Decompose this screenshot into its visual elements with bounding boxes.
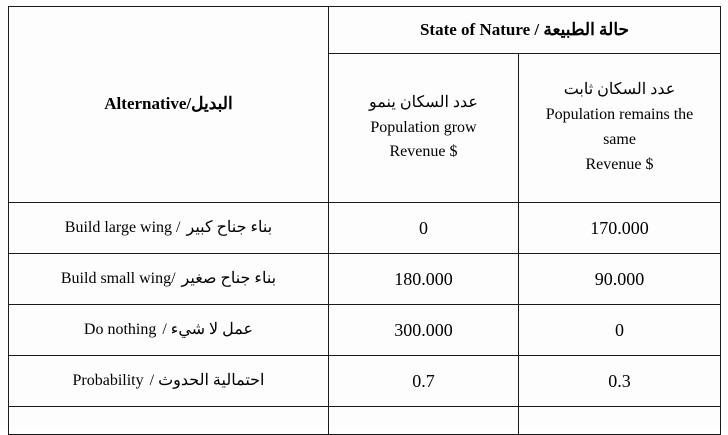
header-population-grow-arabic: عدد السكان ينمو <box>369 93 478 111</box>
row-value-grow: 180.000 <box>329 254 519 305</box>
row-label-english: Do nothing <box>83 320 157 338</box>
header-population-grow-revenue: Revenue $ <box>389 143 458 161</box>
bottom-strip-cell-alt <box>9 407 329 435</box>
row-value-grow: 0 <box>329 203 519 254</box>
row-value-same: 170.000 <box>519 203 721 254</box>
bottom-strip-cell-grow <box>329 407 519 435</box>
header-population-grow-english: Population grow <box>370 118 477 136</box>
bottom-strip-cell-same <box>519 407 721 435</box>
row-label-english: Build large wing / <box>64 218 181 236</box>
table-row <box>9 305 721 356</box>
row-label-cell <box>9 356 329 407</box>
row-label-cell <box>9 203 329 254</box>
header-alternative-cell <box>9 7 329 203</box>
row-value-grow: 0.7 <box>329 356 519 407</box>
row-label-cell <box>9 305 329 356</box>
table-header-top-row <box>9 7 721 54</box>
header-population-grow-cell <box>329 54 519 203</box>
table-bottom-strip <box>9 407 721 435</box>
row-label-arabic: بناء جناح كبير <box>186 218 273 236</box>
row-value-same: 0.3 <box>519 356 721 407</box>
table-row <box>9 356 721 407</box>
header-population-same-english: Population remains the same <box>545 106 694 148</box>
header-alternative-label: البديل/Alternative <box>104 94 233 114</box>
row-label-arabic: عمل لا شيء / <box>162 320 254 338</box>
row-value-grow: 300.000 <box>329 305 519 356</box>
header-population-same-arabic: عدد السكان ثابت <box>563 81 676 99</box>
row-label-english: Build small wing/ <box>60 269 176 287</box>
header-state-of-nature-cell <box>329 7 721 54</box>
row-label-arabic: بناء جناح صغير <box>181 269 277 287</box>
row-label-cell <box>9 254 329 305</box>
table-row <box>9 254 721 305</box>
row-value-same: 90.000 <box>519 254 721 305</box>
row-label-arabic: احتمالية الحدوث / <box>149 371 265 389</box>
header-population-same-revenue: Revenue $ <box>585 155 654 173</box>
table-row <box>9 203 721 254</box>
header-population-same-cell <box>519 54 721 203</box>
row-value-same: 0 <box>519 305 721 356</box>
decision-table <box>8 6 721 435</box>
row-label-english: Probability <box>72 371 144 389</box>
header-state-of-nature-label: حالة الطبيعة / State of Nature <box>419 19 630 39</box>
